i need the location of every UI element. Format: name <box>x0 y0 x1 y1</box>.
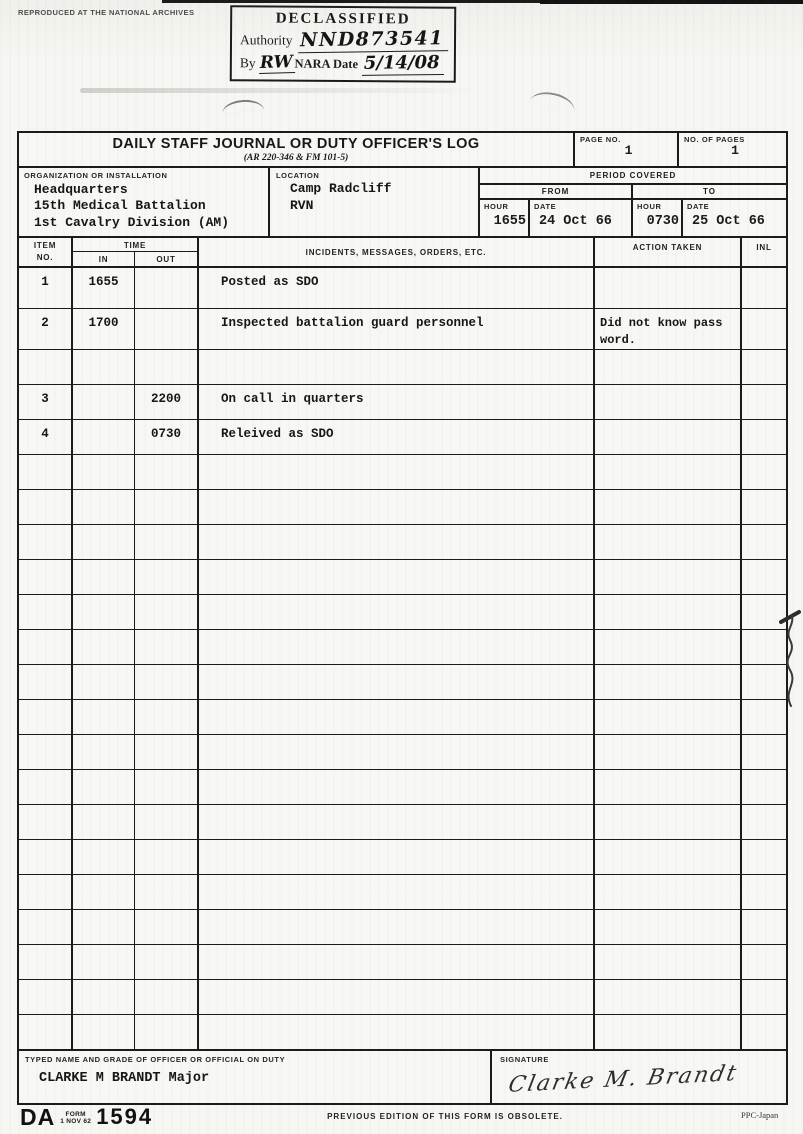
cell-item <box>19 910 73 944</box>
cell-action <box>595 525 742 559</box>
organization-cell <box>19 168 270 236</box>
table-row <box>19 630 786 665</box>
period-from-to-row <box>480 185 786 200</box>
from-date-label: DATE <box>534 202 557 211</box>
table-row <box>19 350 786 385</box>
table-row <box>19 875 786 910</box>
signature-handwritten: Clarke M. Brandt <box>506 1061 741 1098</box>
cell-out <box>135 770 199 804</box>
cell-item <box>19 525 73 559</box>
cell-item <box>19 945 73 979</box>
cell-in <box>73 630 135 664</box>
table-row <box>19 665 786 700</box>
cell-incidents <box>199 875 595 909</box>
organization-line: Headquarters <box>34 182 128 197</box>
cell-action <box>595 945 742 979</box>
stamp-by-label: By <box>239 55 256 71</box>
cell-out: 0730 <box>135 420 199 454</box>
to-hour-cell <box>633 200 683 236</box>
table-row <box>19 980 786 1015</box>
cell-inl <box>742 910 786 944</box>
form-subtitle: (AR 220-346 & FM 101-5) <box>243 153 349 163</box>
cell-incidents: Releived as SDO <box>199 420 595 454</box>
stamp-date-handwritten: 5/14/08 <box>362 54 444 76</box>
cell-action <box>595 840 742 874</box>
form-edition-date: 1 NOV 62 <box>60 1118 92 1126</box>
cell-inl <box>742 945 786 979</box>
cell-incidents <box>199 560 595 594</box>
typed-name-value: CLARKE M BRANDT Major <box>39 1071 210 1086</box>
cell-inl <box>742 420 786 454</box>
no-of-pages-cell <box>679 133 786 166</box>
cell-inl <box>742 455 786 489</box>
cell-in <box>73 770 135 804</box>
cell-in <box>73 420 135 454</box>
cell-out <box>135 595 199 629</box>
table-row <box>19 595 786 630</box>
cell-out <box>135 455 199 489</box>
cell-item <box>19 455 73 489</box>
cell-incidents <box>199 735 595 769</box>
cell-out <box>135 560 199 594</box>
period-covered-label: PERIOD COVERED <box>480 168 786 185</box>
cell-incidents: Inspected battalion guard personnel <box>199 309 595 349</box>
archive-reproduction-note: REPRODUCED AT THE NATIONAL ARCHIVES <box>18 8 195 17</box>
margin-pen-scribble <box>779 608 803 720</box>
cell-inl <box>742 840 786 874</box>
cell-out <box>135 980 199 1014</box>
location-line: Camp Radcliff <box>290 181 392 196</box>
form-org-row <box>19 168 786 238</box>
cell-incidents <box>199 350 595 384</box>
form-title-cell <box>19 133 575 166</box>
cell-in <box>73 875 135 909</box>
time-label: TIME <box>73 238 197 252</box>
cell-item <box>19 665 73 699</box>
cell-item <box>19 560 73 594</box>
printer-note: PPC-Japan <box>741 1110 779 1120</box>
cell-in <box>73 980 135 1014</box>
table-row <box>19 385 786 420</box>
cell-item <box>19 630 73 664</box>
cell-inl <box>742 770 786 804</box>
table-row <box>19 490 786 525</box>
cell-out: 2200 <box>135 385 199 419</box>
stamp-title: DECLASSIFIED <box>275 10 411 28</box>
cell-in <box>73 700 135 734</box>
cell-incidents <box>199 1015 595 1049</box>
organization-line: 1st Cavalry Division (AM) <box>34 214 230 230</box>
column-header-time <box>73 238 199 266</box>
cell-action <box>595 490 742 524</box>
cell-inl <box>742 805 786 839</box>
cell-out <box>135 268 199 308</box>
cell-in <box>73 490 135 524</box>
item-label-line1: ITEM <box>33 241 57 250</box>
signature-block <box>19 1050 786 1103</box>
column-header-in: IN <box>73 252 135 266</box>
cell-action <box>595 420 742 454</box>
cell-in <box>73 525 135 559</box>
cell-item <box>19 770 73 804</box>
cell-action <box>595 770 742 804</box>
cell-action <box>595 560 742 594</box>
cell-item <box>19 700 73 734</box>
cell-action <box>595 630 742 664</box>
cell-item <box>19 980 73 1014</box>
signature-cell <box>492 1051 786 1103</box>
table-row <box>19 455 786 490</box>
cell-item <box>19 875 73 909</box>
location-label: LOCATION <box>276 171 320 180</box>
cell-out <box>135 840 199 874</box>
organization-line: 15th Medical Battalion <box>34 198 206 214</box>
stamp-authority-handwritten: NND873541 <box>297 29 447 53</box>
stamp-by-initials-handwritten: RW <box>258 54 294 74</box>
no-of-pages-value: 1 <box>731 143 739 158</box>
cell-inl <box>742 735 786 769</box>
cell-inl <box>742 268 786 308</box>
cell-incidents <box>199 980 595 1014</box>
typed-name-cell <box>19 1051 492 1103</box>
cell-action: Did not know pass word. <box>595 309 742 349</box>
cell-item: 3 <box>19 385 73 419</box>
period-from-label: FROM <box>480 185 633 198</box>
cell-action <box>595 700 742 734</box>
cell-item: 1 <box>19 268 73 308</box>
cell-incidents <box>199 700 595 734</box>
item-label-line2: NO. <box>36 253 54 262</box>
cell-incidents <box>199 630 595 664</box>
cell-action <box>595 980 742 1014</box>
organization-label: ORGANIZATION OR INSTALLATION <box>24 171 168 180</box>
cell-in <box>73 910 135 944</box>
cell-incidents <box>199 595 595 629</box>
stamp-by-row <box>240 53 446 75</box>
to-hour-label: HOUR <box>637 202 662 211</box>
cell-incidents <box>199 840 595 874</box>
cell-item: 4 <box>19 420 73 454</box>
cell-in <box>73 455 135 489</box>
cell-out <box>135 525 199 559</box>
cell-item: 2 <box>19 309 73 349</box>
no-of-pages-label: NO. OF PAGES <box>684 135 745 144</box>
table-row <box>19 700 786 735</box>
location-value <box>290 181 478 215</box>
table-row <box>19 525 786 560</box>
table-row <box>19 910 786 945</box>
cell-action <box>595 268 742 308</box>
from-date-cell <box>530 200 633 236</box>
cell-out <box>135 630 199 664</box>
cell-inl <box>742 1015 786 1049</box>
cell-inl <box>742 525 786 559</box>
cell-out <box>135 910 199 944</box>
organization-value <box>34 182 268 231</box>
da-form-1594 <box>17 131 788 1105</box>
cell-out <box>135 665 199 699</box>
cell-item <box>19 840 73 874</box>
cell-incidents <box>199 945 595 979</box>
stamp-nara-date-label: NARA Date <box>294 56 359 72</box>
declassified-stamp <box>230 5 457 83</box>
cell-in <box>73 665 135 699</box>
cell-out <box>135 805 199 839</box>
stamp-authority-row <box>240 29 446 52</box>
to-date-value: 25 Oct 66 <box>692 214 765 229</box>
cell-out <box>135 875 199 909</box>
table-row <box>19 770 786 805</box>
column-header-item-no <box>19 238 73 266</box>
table-row <box>19 420 786 455</box>
cell-inl <box>742 980 786 1014</box>
cell-in: 1700 <box>73 309 135 349</box>
cell-action <box>595 350 742 384</box>
cell-action <box>595 1015 742 1049</box>
cell-action <box>595 805 742 839</box>
cell-item <box>19 1015 73 1049</box>
cell-incidents <box>199 770 595 804</box>
column-header-out: OUT <box>156 255 176 264</box>
page-no-cell <box>575 133 679 166</box>
log-table-header <box>19 238 786 268</box>
cell-in <box>73 735 135 769</box>
cell-incidents <box>199 525 595 559</box>
table-row <box>19 735 786 770</box>
form-title-row <box>19 133 786 168</box>
scan-smudge <box>80 88 480 93</box>
cell-item <box>19 595 73 629</box>
pen-arc-mark <box>222 99 265 114</box>
cell-in <box>73 350 135 384</box>
cell-out <box>135 309 199 349</box>
cell-action <box>595 910 742 944</box>
period-covered-cell <box>480 168 786 236</box>
cell-in <box>73 385 135 419</box>
table-row <box>19 560 786 595</box>
cell-action <box>595 735 742 769</box>
log-table-body <box>19 268 786 1050</box>
cell-item <box>19 805 73 839</box>
from-hour-value: 1655 <box>493 214 526 229</box>
location-cell <box>270 168 480 236</box>
cell-incidents: Posted as SDO <box>199 268 595 308</box>
scanner-edge-line-dark <box>540 0 803 4</box>
cell-in <box>73 595 135 629</box>
form-number-block <box>20 1104 153 1131</box>
cell-out <box>135 350 199 384</box>
cell-inl <box>742 875 786 909</box>
cell-in: 1655 <box>73 268 135 308</box>
period-hour-date-row <box>480 200 786 236</box>
from-date-value: 24 Oct 66 <box>539 214 612 229</box>
to-date-label: DATE <box>687 202 710 211</box>
cell-item <box>19 350 73 384</box>
cell-inl <box>742 385 786 419</box>
column-header-inl: INL <box>756 243 772 252</box>
cell-incidents <box>199 805 595 839</box>
cell-incidents <box>199 910 595 944</box>
page-no-value: 1 <box>624 143 633 158</box>
cell-out <box>135 490 199 524</box>
cell-action <box>595 665 742 699</box>
form-title: DAILY STAFF JOURNAL OR DUTY OFFICER'S LOG <box>112 136 480 152</box>
table-row <box>19 805 786 840</box>
cell-in <box>73 945 135 979</box>
form-edition-block <box>60 1111 91 1126</box>
cell-inl <box>742 350 786 384</box>
cell-out <box>135 1015 199 1049</box>
column-header-action-taken: ACTION TAKEN <box>595 238 742 266</box>
from-hour-label: HOUR <box>484 202 509 211</box>
table-row <box>19 1015 786 1050</box>
cell-inl <box>742 309 786 349</box>
cell-incidents: On call in quarters <box>199 385 595 419</box>
column-header-incidents: INCIDENTS, MESSAGES, ORDERS, ETC. <box>199 238 595 266</box>
cell-action <box>595 595 742 629</box>
cell-incidents <box>199 455 595 489</box>
time-in-out-row <box>73 252 197 266</box>
cell-action <box>595 385 742 419</box>
location-line: RVN <box>290 197 314 213</box>
stamp-authority-label: Authority <box>239 32 293 48</box>
form-word: FORM <box>65 1111 86 1118</box>
signature-label: SIGNATURE <box>500 1055 550 1064</box>
cell-action <box>595 875 742 909</box>
from-hour-cell <box>480 200 530 236</box>
cell-incidents <box>199 490 595 524</box>
table-row <box>19 309 786 350</box>
cell-inl <box>742 490 786 524</box>
cell-out <box>135 735 199 769</box>
cell-item <box>19 490 73 524</box>
cell-out <box>135 700 199 734</box>
table-row <box>19 840 786 875</box>
table-row <box>19 945 786 980</box>
period-to-label: TO <box>703 187 716 196</box>
cell-action <box>595 455 742 489</box>
to-date-cell <box>683 200 786 236</box>
cell-in <box>73 560 135 594</box>
form-number: 1594 <box>96 1104 154 1129</box>
cell-in <box>73 1015 135 1049</box>
cell-inl <box>742 560 786 594</box>
to-hour-value: 0730 <box>646 214 679 229</box>
cell-item <box>19 735 73 769</box>
cell-in <box>73 840 135 874</box>
obsolete-note: PREVIOUS EDITION OF THIS FORM IS OBSOLETE. <box>327 1112 563 1121</box>
page-no-label: PAGE NO. <box>580 135 621 144</box>
cell-incidents <box>199 665 595 699</box>
pen-arc-mark <box>529 88 577 111</box>
cell-in <box>73 805 135 839</box>
form-prefix: DA <box>20 1104 56 1130</box>
typed-name-label: TYPED NAME AND GRADE OF OFFICER OR OFFICIAL ON DUTY <box>25 1055 286 1064</box>
table-row <box>19 268 786 309</box>
cell-out <box>135 945 199 979</box>
